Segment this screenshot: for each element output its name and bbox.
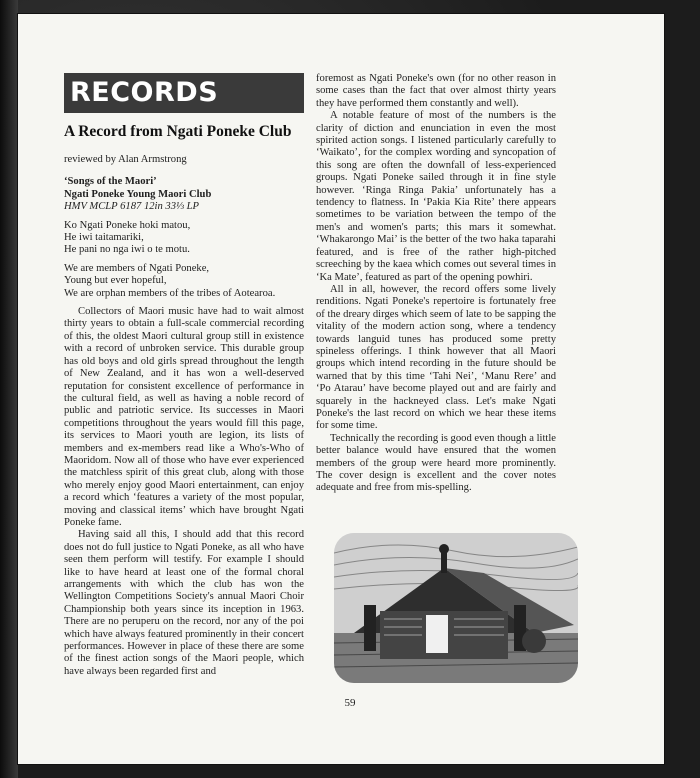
- poem-line: He iwi taitamariki,: [64, 232, 144, 244]
- body-paragraph: foremost as Ngati Poneke's own (for no other reason in some cases than the fact that over almost thirty years they have performed them constantly and well).: [316, 73, 556, 109]
- section-banner: RECORDS: [64, 73, 304, 113]
- body-paragraph: All in all, however, the record offers some lively renditions. Ngati Poneke's repertoire is fortunately free of the dreary dirges which seem of late to be sapping the vitality of the modern action song, where a tendency towards languid tunes has produced some pretty spineless offerings. I think however that all Maori groups which intend recording in the future should be warned that by this time ‘Tahi Nei’, ‘Manu Rere’ and ‘Po Atarau’ have become played out and are fairly and squarely in the hackneyed class. Let's make Ngati Poneke's the last record on which we hear these items for some time.: [316, 283, 556, 432]
- page-number: 59: [344, 697, 356, 709]
- left-column: [64, 73, 304, 678]
- poem-maori: [64, 220, 304, 257]
- poem-line: He pani no nga iwi o te motu.: [64, 244, 190, 256]
- poem-line: We are members of Ngati Poneke,: [64, 262, 210, 274]
- body-paragraph: Collectors of Maori music have had to wait almost thirty years to obtain a full-scale commercial recording of this, the oldest Maori cultural group still in existence with a record of unbroken service. This durable group has old boys and old girls spread throughout the length of New Zealand, and it has won a well-deserved reputation for consistent excellence of performance in the cultural field, as well as having a noble record of public and patriotic service. Its successes in Maori competitions throughout the years would fill this page, its services to Maori youth are legion, its lists of members and ex-members read like a Who's-Who of Maoridom. Now all of those who have ever experienced the matchless spirit of this great club, along with those who merely enjoy good Maori entertainment, can enjoy a record which ‘features a variety of the most popular, moving and classical items’ which have brought Ngati Poneke fame.: [64, 306, 304, 528]
- record-name: ‘Songs of the Maori’: [64, 176, 157, 188]
- right-column: [316, 73, 556, 495]
- book-spine: [0, 0, 18, 778]
- meeting-house-illustration: [334, 533, 578, 683]
- record-performer: Ngati Poneke Young Maori Club: [64, 188, 212, 200]
- poem-line: Young but ever hopeful,: [64, 275, 167, 287]
- poem-line: We are orphan members of the tribes of Aotearoa.: [64, 287, 276, 299]
- body-paragraph: A notable feature of most of the numbers is the clarity of diction and enunciation in even the most spirited action songs. I listened particularly carefully to ‘Waikato’, for the complex wording and syncopation of this song are often the downfall of less-experienced groups. Ngati Poneke sailed through it in fine style however. ‘Ringa Ringa Pakia’ unfortunately has a tendency to flatness. In ‘Pakia Kia Rite’ there appears sometimes to be variation between the tempo of the men's and women's parts; this mars it somewhat. ‘Whakarongo Mai’ is the better of the two haka taparahi featured, and is free of the rather high-pitched screeching by the kaea which comes out several times in ‘Ka Mate’, featured as part of the opening powhiri.: [316, 110, 556, 283]
- body-paragraph: Having said all this, I should add that this record does not do full justice to Ngati Poneke, as all who have seen them perform will testify. For example I should like to have heard at least one of the formal choral arrangements with which the club has won the Wellington Competitions Society's annual Maori Choir Championship both years since its inception in 1963. There are no peruperu on the record, nor any of the poi which have always featured prominently in their concert performances. However in place of these there are some of the finest action songs of the Maori people, which have always been regarded first and: [64, 529, 304, 677]
- poem-english: [64, 263, 304, 300]
- poem-line: Ko Ngati Poneke hoki matou,: [64, 219, 191, 231]
- record-catalogue: HMV MCLP 6187 12in 33⅓ LP: [64, 201, 199, 213]
- article-title: A Record from Ngati Poneke Club: [64, 123, 292, 140]
- byline: reviewed by Alan Armstrong: [64, 154, 187, 165]
- body-paragraph: Technically the recording is good even though a little better balance would have ensured that the women members of the group were heard more prominently. The cover design is excellent and the cover notes adequate and free from mis-spelling.: [316, 432, 556, 494]
